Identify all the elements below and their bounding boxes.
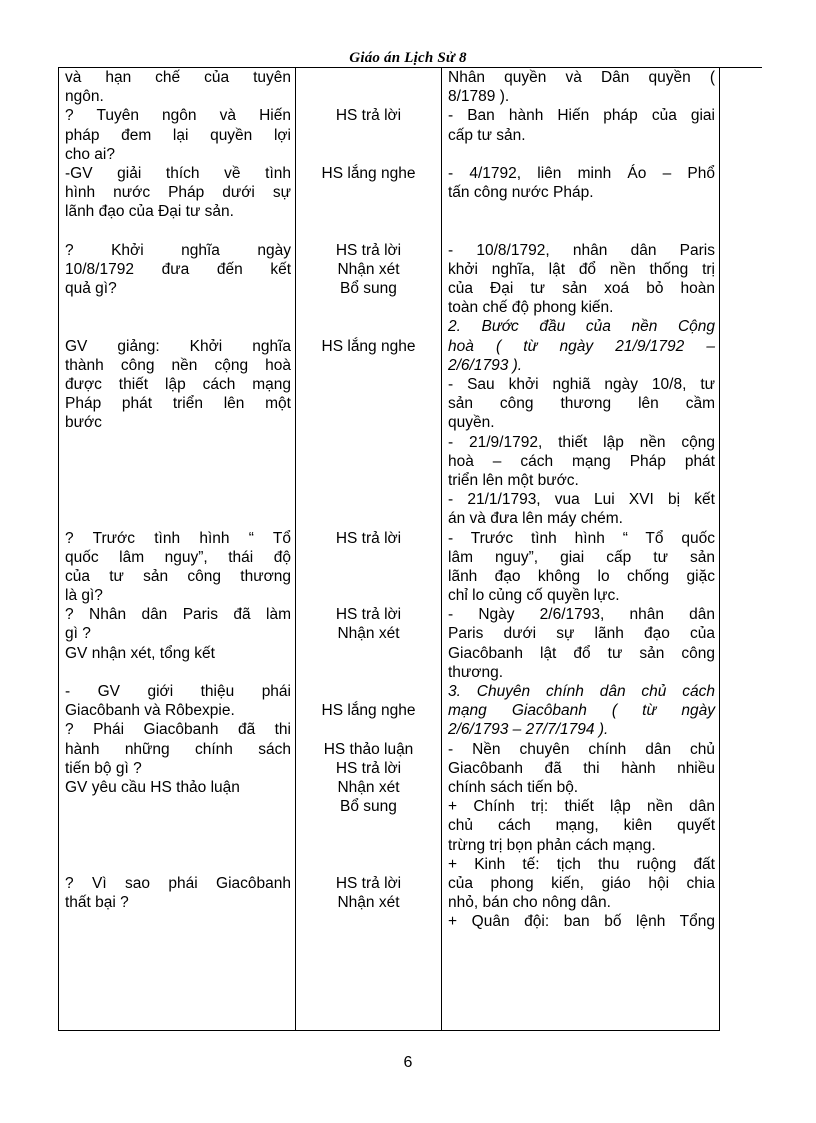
teacher-text-line: 10/8/1792 đưa đến kết [65,260,291,278]
student-text-line: Nhận xét [337,260,400,278]
content-text-line: án và đưa lên máy chém. [448,510,623,528]
student-text-line [296,68,441,87]
teacher-text-line: hình nước Pháp dưới sự [65,184,291,202]
page-header-title: Giáo án Lịch Sử 8 [349,50,467,66]
content-text-line: hoà ( từ ngày 21/9/1792 – [448,337,715,355]
content-text-line: - Ban hành Hiến pháp của giai [448,107,715,125]
student-text-line: HS trả lời [335,759,402,777]
teacher-text-line: Pháp phát triển lên một [65,395,291,413]
teacher-text-line: - GV giới thiệu phái [65,683,291,700]
content-text-line: lãnh đạo không lo chống giặc [448,567,715,585]
page-number: 6 [403,1054,413,1071]
student-text-line [296,433,441,452]
teacher-text-line: ? Trước tình hình “ Tổ [65,529,291,547]
content-text-line: sản công thương lên cầm [448,395,715,413]
student-text-line [296,548,441,567]
content-text-line: 2. Bước đầu của nền Cộng [448,318,715,336]
content-text-line: chính sách tiến bộ. [448,778,579,796]
student-text-line [296,586,441,605]
student-text-line [296,356,441,375]
teacher-text-line [59,816,295,835]
student-text-line [296,298,441,317]
student-text-line [296,720,441,739]
teacher-text-line: ? Tuyên ngôn và Hiến [65,107,291,125]
student-text-line [296,682,441,701]
content-text-line: khởi nghĩa, lật đổ nền thống trị [448,260,715,278]
student-text-line [296,222,441,241]
teacher-text-line [59,433,295,452]
student-text-line: HS lắng nghe [321,337,416,355]
student-text-line: Nhận xét [337,894,400,912]
content-text-line: - 4/1792, liên minh Áo – Phổ [448,164,715,182]
student-text-line [296,394,441,413]
content-text-line: thương. [448,663,504,681]
student-text-line [296,663,441,682]
content-text-line [442,222,719,241]
student-text-line [296,317,441,336]
teacher-text-line: và hạn chế của tuyên [65,69,291,86]
teacher-text-line: tiến bộ gì ? [65,759,142,777]
student-text-line: HS trả lời [335,874,402,892]
student-text-line [296,471,441,490]
student-text-line [296,567,441,586]
teacher-text-line: thất bại ? [65,894,129,912]
student-text-line [296,202,441,221]
teacher-text-line: pháp đem lại quyền lợi [65,126,291,144]
content-text-line: + Quân đội: ban bố lệnh Tổng [448,913,715,931]
content-text-line: của Đại tư sản xoá bỏ hoàn [448,280,715,298]
student-text-line: HS trả lời [335,606,402,624]
content-text-line: tấn công nước Pháp. [448,184,594,202]
content-text-line: Giacôbanh đã thi hành nhiều [448,759,715,777]
student-text-line: HS lắng nghe [321,164,416,182]
content-text-line: - Sau khởi nghiã ngày 10/8, tư [448,376,715,393]
teacher-text-line: Giacôbanh và Rôbexpie. [65,702,235,720]
content-text-line: 8/1789 ). [448,88,510,106]
teacher-text-line [59,855,295,874]
student-text-line [296,836,441,855]
teacher-text-line: ? Khởi nghĩa ngày [65,241,291,259]
teacher-text-line: lãnh đạo của Đại tư sản. [65,203,234,221]
lesson-content-column [442,68,720,1031]
student-text-line: Bổ sung [340,798,397,816]
teacher-text-line: gì ? [65,625,91,643]
content-text-line: - 21/1/1793, vua Lui XVI bị kết [448,491,715,509]
student-text-line: HS trả lời [335,107,402,125]
content-text-line: mạng Giacôbanh ( từ ngày [448,702,715,720]
student-text-line [296,855,441,874]
student-text-line: HS trả lời [335,241,402,259]
teacher-text-line [59,222,295,241]
teacher-text-line: được thiết lập cách mạng [65,376,291,393]
content-text-line: Giacôbanh lật đổ tư sản công [448,644,715,662]
content-text-line: cấp tư sản. [448,126,526,144]
content-text-line: quyền. [448,414,495,432]
content-text-line: lâm nguy”, giai cấp tư sản [448,548,715,566]
content-text-line: của phong kiến, giáo hội chia [448,874,715,892]
content-text-line: nhỏ, bán cho nông dân. [448,894,611,912]
content-text-line: Nhân quyền và Dân quyền ( [448,69,715,86]
student-text-line: HS trả lời [335,529,402,547]
student-text-line [296,490,441,509]
teacher-text-line [59,452,295,471]
teacher-text-line: ? Phái Giacôbanh đã thi [65,721,291,739]
student-text-line: Nhận xét [337,625,400,643]
teacher-text-line: của tư sản công thương [65,567,291,585]
content-text-line: 3. Chuyên chính dân chủ cách [448,683,715,700]
teacher-text-line [59,663,295,682]
content-text-line: toàn chế độ phong kiến. [448,299,614,317]
student-text-line: Nhận xét [337,778,400,796]
content-text-line [442,145,719,164]
teacher-text-line [59,490,295,509]
content-text-line [442,202,719,221]
teacher-text-line: thành công nền cộng hoà [65,356,291,374]
content-text-line: - Ngày 2/6/1793, nhân dân [448,606,715,624]
content-text-line: Paris dưới sự lãnh đạo của [448,625,715,643]
student-text-line: HS thảo luận [323,740,414,758]
teacher-text-line: bước [65,414,102,432]
teacher-text-line [59,836,295,855]
student-text-line [296,87,441,106]
student-text-line [296,413,441,432]
teacher-text-line [59,471,295,490]
teacher-text-line: ngôn. [65,88,104,106]
student-text-line [296,375,441,394]
teacher-text-line: GV yêu cầu HS thảo luận [65,778,240,796]
content-text-line: triển lên một bước. [448,471,579,489]
teacher-text-line: GV nhận xét, tổng kết [65,644,215,662]
teacher-text-line [59,317,295,336]
teacher-text-line [59,797,295,816]
lesson-plan-table [58,67,720,1031]
student-text-line [296,509,441,528]
student-text-line [296,183,441,202]
teacher-text-line: cho ai? [65,145,115,163]
content-text-line: - 21/9/1792, thiết lập nền cộng [448,433,715,451]
content-text-line: hoà – cách mạng Pháp phát [448,452,715,470]
teacher-text-line [59,509,295,528]
content-text-line: + Kinh tế: tịch thu ruộng đất [448,855,715,873]
content-text-line: - Nền chuyên chính dân chủ [448,740,715,758]
teacher-text-line: hành những chính sách [65,740,291,758]
student-text-line [296,126,441,145]
content-text-line: 2/6/1793 – 27/7/1794 ). [448,721,609,739]
content-text-line: + Chính trị: thiết lập nền dân [448,798,715,816]
student-text-line: HS lắng nghe [321,702,416,720]
student-text-line [296,452,441,471]
student-text-line [296,145,441,164]
content-text-line: - 10/8/1792, nhân dân Paris [448,241,715,259]
content-text-line: 2/6/1793 ). [448,356,523,374]
teacher-text-line: -GV giải thích về tình [65,164,291,182]
student-text-line [296,644,441,663]
teacher-activity-column [59,68,296,1031]
student-activity-column [296,68,442,1031]
content-text-line: chủ cách mạng, kiên quyết [448,817,715,835]
student-text-line [296,816,441,835]
student-text-line: Bổ sung [340,280,397,298]
teacher-text-line: ? Nhân dân Paris đã làm [65,606,291,624]
teacher-text-line [59,298,295,317]
teacher-text-line: GV giảng: Khởi nghĩa [65,337,291,355]
content-text-line: chỉ lo củng cố quyền lực. [448,587,620,605]
table-row [59,68,720,1031]
content-text-line: trừng trị bọn phản cách mạng. [448,836,656,854]
teacher-text-line: ? Vì sao phái Giacôbanh [65,874,291,892]
content-text-line: - Trước tình hình “ Tổ quốc [448,529,715,547]
teacher-text-line: quả gì? [65,280,117,298]
teacher-text-line: là gì? [65,587,103,605]
teacher-text-line: quốc lâm nguy”, thái độ [65,548,291,566]
